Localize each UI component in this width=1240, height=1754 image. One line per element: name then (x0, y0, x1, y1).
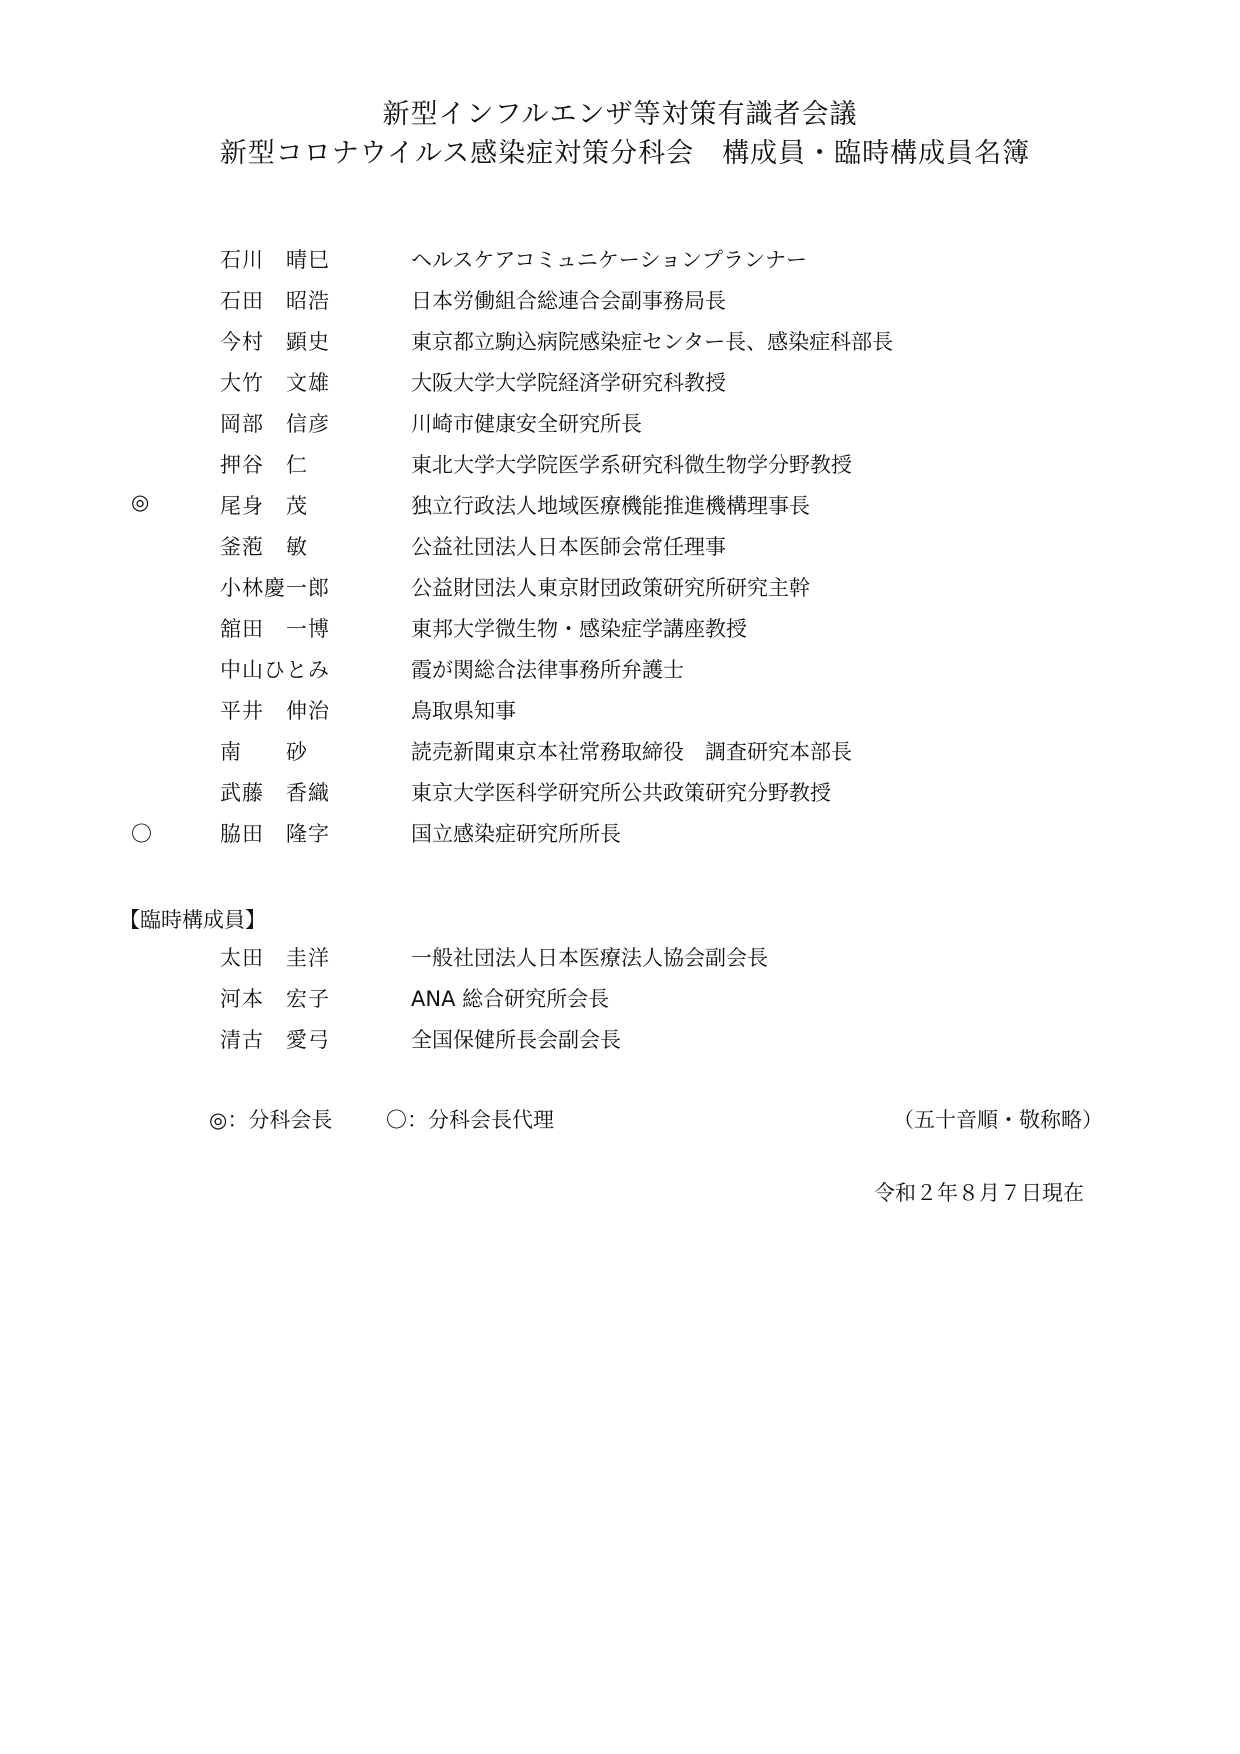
member-affiliation: 公益財団法人東京財団政策研究所研究主幹 (411, 576, 810, 600)
document-title-line2: 新型コロナウイルス感染症対策分科会 構成員・臨時構成員名簿 (219, 138, 1031, 169)
member-name: 大竹 文雄 (220, 371, 330, 395)
legend-chair: ◎：分科会長 (209, 1108, 333, 1132)
member-name: 脇田 隆字 (220, 822, 330, 846)
member-name: 太田 圭洋 (220, 946, 330, 970)
member-row (0, 777, 1240, 809)
member-name: 尾身 茂 (220, 494, 308, 518)
member-affiliation: ヘルスケアコミュニケーションプランナー (411, 248, 808, 272)
member-row (0, 244, 1240, 276)
member-row (0, 572, 1240, 604)
member-name: 南 砂 (220, 740, 308, 764)
member-name: 小林慶一郎 (220, 576, 330, 600)
as-of-date: 令和２年８月７日現在 (874, 1181, 1084, 1205)
member-affiliation: 読売新聞東京本社常務取締役 調査研究本部長 (411, 740, 852, 764)
member-row (0, 654, 1240, 686)
member-role-mark: 〇 (131, 822, 152, 846)
member-affiliation: 鳥取県知事 (411, 699, 516, 723)
member-row (0, 285, 1240, 317)
member-affiliation: 東北大学大学院医学系研究科微生物学分野教授 (411, 453, 852, 477)
member-name: 平井 伸治 (220, 699, 330, 723)
member-name: 釜萢 敏 (220, 535, 308, 559)
member-row (0, 613, 1240, 645)
member-name: 押谷 仁 (220, 453, 308, 477)
document-title-line1: 新型インフルエンザ等対策有識者会議 (382, 99, 858, 130)
member-row (0, 983, 1240, 1015)
member-name: 石田 昭浩 (220, 289, 330, 313)
member-affiliation: 東京大学医科学研究所公共政策研究分野教授 (411, 781, 831, 805)
member-affiliation: 東邦大学微生物・感染症学講座教授 (411, 617, 747, 641)
member-name: 河本 宏子 (220, 987, 330, 1011)
member-row (0, 326, 1240, 358)
member-name: 舘田 一博 (220, 617, 330, 641)
member-affiliation: 霞が関総合法律事務所弁護士 (411, 658, 684, 682)
member-name: 石川 晴巳 (220, 248, 330, 272)
member-row (0, 367, 1240, 399)
member-affiliation: 全国保健所長会副会長 (411, 1028, 621, 1052)
member-affiliation: 川崎市健康安全研究所長 (411, 412, 642, 436)
member-affiliation: 国立感染症研究所所長 (411, 822, 621, 846)
member-name: 今村 顕史 (220, 330, 330, 354)
legend-deputy: 〇：分科会長代理 (386, 1108, 554, 1132)
member-row (0, 490, 1240, 522)
member-name: 清古 愛弓 (220, 1028, 330, 1052)
member-row (0, 736, 1240, 768)
member-name: 武藤 香織 (220, 781, 330, 805)
member-row (0, 1024, 1240, 1056)
member-row (0, 695, 1240, 727)
member-name: 岡部 信彦 (220, 412, 330, 436)
member-role-mark: ◎ (131, 490, 150, 514)
member-affiliation: 一般社団法人日本医療法人協会副会長 (411, 946, 768, 970)
member-row (0, 449, 1240, 481)
temporary-members-heading: 【臨時構成員】 (119, 908, 266, 932)
member-row (0, 531, 1240, 563)
member-affiliation: ANA 総合研究所会長 (411, 987, 610, 1011)
member-row (0, 818, 1240, 850)
member-row (0, 408, 1240, 440)
legend-order-note: （五十音順・敬称略） (893, 1108, 1103, 1132)
member-affiliation: 独立行政法人地域医療機能推進機構理事長 (411, 494, 810, 518)
member-affiliation: 東京都立駒込病院感染症センター長、感染症科部長 (411, 330, 894, 354)
member-affiliation: 大阪大学大学院経済学研究科教授 (411, 371, 726, 395)
member-affiliation: 公益社団法人日本医師会常任理事 (411, 535, 726, 559)
member-row (0, 942, 1240, 974)
member-name: 中山ひとみ (220, 658, 330, 682)
member-affiliation: 日本労働組合総連合会副事務局長 (411, 289, 726, 313)
